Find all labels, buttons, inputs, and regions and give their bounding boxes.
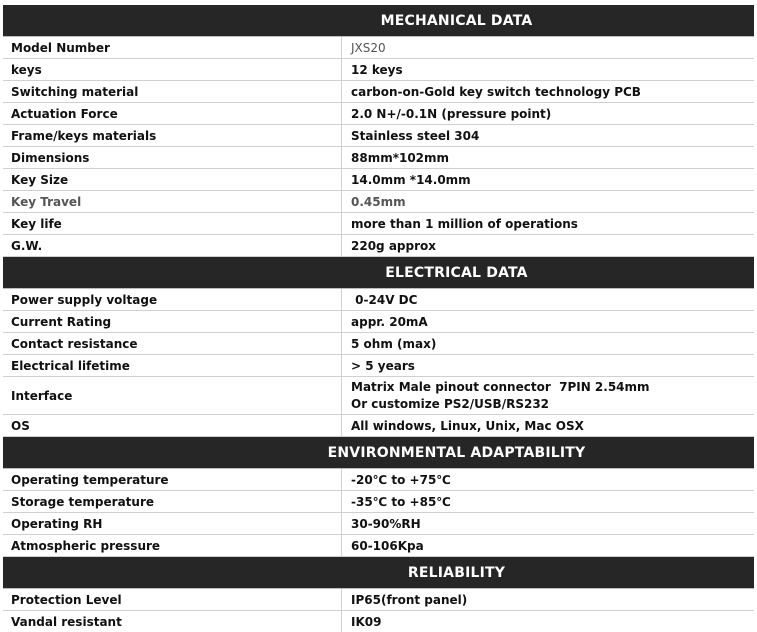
row-value: 0-24V DC [351, 292, 418, 307]
table-row [3, 415, 754, 437]
row-label: Storage temperature [3, 491, 342, 512]
row-label: Electrical lifetime [3, 355, 342, 376]
row-value: 14.0mm *14.0mm [351, 172, 471, 187]
row-value: IK09 [351, 614, 382, 629]
row-label: Key Travel [3, 191, 342, 212]
table-row [3, 235, 754, 257]
interface-line-2: Or customize PS2/USB/RS232 [351, 396, 550, 411]
table-row [3, 491, 754, 513]
row-label: Atmospheric pressure [3, 535, 342, 556]
table-row [3, 125, 754, 147]
row-value: > 5 years [351, 358, 415, 373]
row-label: Model Number [3, 37, 342, 58]
row-label: G.W. [3, 235, 342, 256]
table-row [3, 147, 754, 169]
table-row [3, 289, 754, 311]
table-row [3, 333, 754, 355]
table-row [3, 169, 754, 191]
row-value: more than 1 million of operations [351, 216, 578, 231]
row-value: 60-106Kpa [351, 538, 424, 553]
section-header-mechanical: MECHANICAL DATA [3, 5, 754, 37]
table-row [3, 191, 754, 213]
row-value: -35℃ to +85℃ [351, 494, 451, 509]
row-value: 220g approx [351, 238, 436, 253]
interface-line-1: Matrix Male pinout connector 7PIN 2.54mm [351, 379, 650, 394]
row-value [342, 377, 754, 414]
row-label: Key life [3, 213, 342, 234]
table-row [3, 589, 754, 611]
row-label: Switching material [3, 81, 342, 102]
table-row [3, 37, 754, 59]
row-value: Stainless steel 304 [351, 128, 480, 143]
row-value: 2.0 N+/-0.1N (pressure point) [351, 106, 552, 121]
table-row [3, 377, 754, 415]
row-label: keys [3, 59, 342, 80]
table-row [3, 103, 754, 125]
table-row [3, 81, 754, 103]
row-label: Protection Level [3, 589, 342, 610]
section-header-environmental: ENVIRONMENTAL ADAPTABILITY [3, 437, 754, 469]
row-value: IP65(front panel) [351, 592, 468, 607]
row-label: Power supply voltage [3, 289, 342, 310]
table-row [3, 535, 754, 557]
table-row [3, 213, 754, 235]
spec-table [3, 5, 754, 632]
table-row [3, 59, 754, 81]
row-label: Vandal resistant [3, 611, 342, 632]
table-row [3, 513, 754, 535]
row-label: Key Size [3, 169, 342, 190]
row-value: 0.45mm [351, 194, 406, 209]
row-value: 30-90%RH [351, 516, 421, 531]
row-label: Operating RH [3, 513, 342, 534]
table-row [3, 311, 754, 333]
row-value: appr. 20mA [351, 314, 428, 329]
row-label: OS [3, 415, 342, 436]
table-row [3, 469, 754, 491]
row-label: Current Rating [3, 311, 342, 332]
row-label: Contact resistance [3, 333, 342, 354]
row-value: 88mm*102mm [351, 150, 450, 165]
row-label: Frame/keys materials [3, 125, 342, 146]
table-row [3, 355, 754, 377]
row-value: 5 ohm (max) [351, 336, 437, 351]
table-row [3, 611, 754, 632]
row-label: Interface [3, 377, 342, 414]
row-label: Operating temperature [3, 469, 342, 490]
row-value: All windows, Linux, Unix, Mac OSX [351, 418, 584, 433]
row-label: Actuation Force [3, 103, 342, 124]
row-value: -20℃ to +75℃ [351, 472, 451, 487]
section-header-electrical: ELECTRICAL DATA [3, 257, 754, 289]
section-header-reliability: RELIABILITY [3, 557, 754, 589]
row-label: Dimensions [3, 147, 342, 168]
row-value: carbon-on-Gold key switch technology PCB [351, 84, 641, 99]
row-value: JXS20 [351, 40, 386, 55]
row-value: 12 keys [351, 62, 403, 77]
